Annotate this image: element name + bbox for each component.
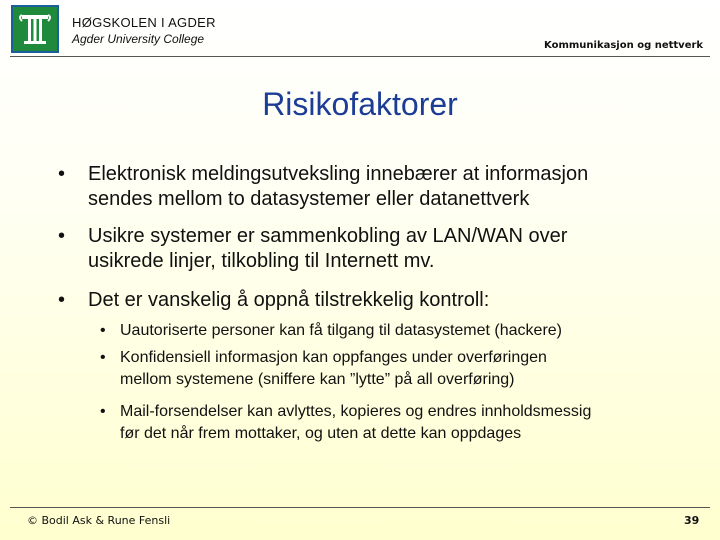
page-number: 39 [684,514,700,527]
bullet-icon: • [100,403,106,420]
bullet-line: Det er vanskelig å oppnå tilstrekkelig kontroll: [88,289,490,311]
college-logo [11,5,59,53]
copyright-text: © Bodil Ask & Rune Fensli [27,514,171,527]
bullet-item [58,288,708,313]
bullet-icon: • [100,349,106,366]
institution-name-english: Agder University College [72,32,205,46]
bullet-line: Usikre systemer er sammenkobling av LAN/WAN over [88,225,568,247]
sub-bullet-line: Konfidensiell informasjon kan oppfanges under overføringen [120,349,547,366]
sub-bullet-item [100,401,715,445]
sub-bullet-line: mellom systemene (sniffere kan ”lytte” på all overføring) [120,371,515,388]
course-name: Kommunikasjon og nettverk [544,40,704,51]
bullet-icon: • [58,225,66,247]
sub-bullet-item [100,347,715,391]
footer-divider [10,507,710,508]
bullet-line: usikrede linjer, tilkobling til Internett mv. [88,250,435,272]
bullet-line: sendes mellom to datasystemer eller datanettverk [88,188,530,210]
bullet-item [58,162,708,212]
sub-bullet-line: Uautoriserte personer kan få tilgang til datasystemet (hackere) [120,322,562,339]
bullet-line: Elektronisk meldingsutveksling innebærer at informasjon [88,163,589,185]
slide-title: Risikofaktorer [262,86,458,122]
bullet-item [58,224,708,274]
bullet-icon: • [100,322,106,339]
bullet-icon: • [58,163,66,185]
sub-bullet-line: før det når frem mottaker, og uten at dette kan oppdages [120,425,522,442]
column-logo-icon [13,7,57,51]
sub-bullet-line: Mail-forsendelser kan avlyttes, kopieres og endres innholdsmessig [120,403,592,420]
sub-bullet-item [100,320,715,342]
bullet-icon: • [58,289,66,311]
institution-name: HØGSKOLEN I AGDER [72,15,216,30]
header-divider [10,56,710,57]
